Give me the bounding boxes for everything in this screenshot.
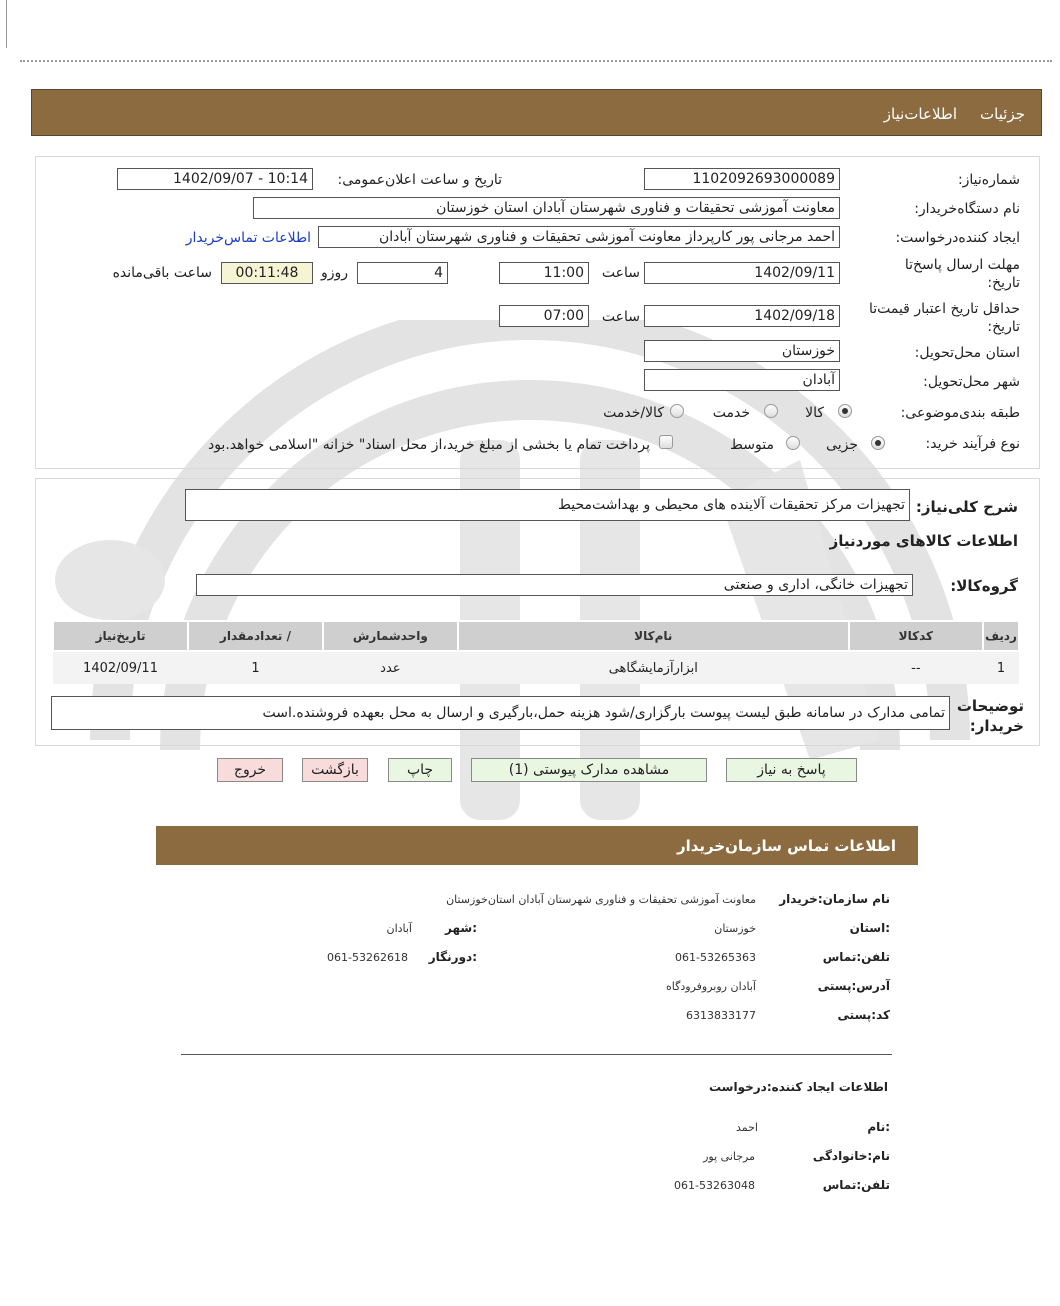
cell-quantity: 1 (251, 660, 260, 676)
remaining-label: ساعت باقی‌مانده (112, 265, 212, 281)
tab-need-info[interactable]: اطلاعات‌نیاز (883, 105, 957, 123)
validity-label: حداقل تاریخ اعتبار قیمت‌تا تاریخ: (868, 301, 1020, 335)
goods-group-field: تجهیزات خانگی، اداری و صنعتی (196, 574, 913, 596)
cell-item-code: -- (911, 660, 921, 676)
reply-to-need-button[interactable]: پاسخ به نیاز (726, 758, 857, 782)
col-row-number: ردیف (983, 621, 1019, 651)
contact-province-value: خوزستان (714, 922, 756, 935)
creator-field: احمد مرجانی پور کارپرداز معاونت آموزشی تحقیقات و فناوری شهرستان آبادان (318, 226, 840, 248)
exit-button[interactable]: خروج (217, 758, 283, 782)
category-service-radio[interactable] (764, 404, 778, 418)
need-desc-label: شرح کلی‌نیاز: (915, 498, 1018, 516)
contact-org-value: معاونت آموزشی تحقیقات و فناوری شهرستان آبادان استان‌خوزستان (446, 893, 756, 906)
city-label: شهر محل‌تحویل: (923, 374, 1020, 390)
payment-note: پرداخت تمام یا بخشی از مبلغ خرید،از محل اسناد" خزانه "اسلامی خواهد.بود (207, 437, 650, 453)
goods-section-title: اطلاعات کالاهای موردنیاز (829, 532, 1018, 550)
province-label: استان محل‌تحویل: (914, 345, 1020, 361)
cell-item-name: ابزارآزمایشگاهی (608, 660, 698, 676)
creator-phone-label: تلفن‌:تماس (822, 1178, 890, 1192)
creator-info-title: اطلاعات ایجاد کننده‌:درخواست (708, 1080, 888, 1094)
col-quantity: / تعدادمقدار (188, 621, 323, 651)
contact-city-label: :شهر (445, 921, 477, 935)
cell-need-date: 1402/09/11 (83, 660, 158, 676)
goods-group-label: گروه‌کالا: (950, 577, 1018, 595)
goods-table (52, 620, 1020, 684)
creator-family-label: نام‌:خانوادگی (812, 1149, 890, 1163)
view-attachments-button[interactable]: مشاهده مدارک پیوستی (1) (471, 758, 707, 782)
process-label: نوع فرآیند‌ خرید: (925, 436, 1020, 452)
contact-section-title: اطلاعات تماس سازمان‌خریدار (676, 837, 896, 855)
need-number-field: 1102092693000089 (644, 168, 840, 190)
province-field: خوزستان (644, 340, 840, 362)
creator-label: ایجاد کننده‌درخواست: (895, 230, 1020, 246)
cell-unit: عدد (380, 660, 401, 676)
cell-row-number: 1 (996, 660, 1006, 676)
contact-address-value: آبادان روبروفرودگاه (666, 980, 756, 993)
category-goods-label: کالا (805, 405, 824, 421)
days-label: روزو (320, 265, 348, 281)
category-goods-service-radio[interactable] (670, 404, 684, 418)
process-minor-radio[interactable] (871, 436, 885, 450)
buyer-contact-link[interactable]: اطلاعات تماس‌خریدار (185, 230, 311, 246)
process-medium-label: متوسط (730, 437, 774, 453)
days-field: 4 (357, 262, 448, 284)
contact-divider (181, 1054, 892, 1055)
col-need-date: تاریخ‌نیاز (53, 621, 188, 651)
category-label: طبقه بندی‌موضوعی: (900, 405, 1020, 421)
deadline-time-field: 11:00 (499, 262, 589, 284)
category-goods-radio[interactable] (838, 404, 852, 418)
creator-name-label: :نام (867, 1120, 890, 1134)
announce-field: 1402/09/07 - 10:14 (117, 168, 313, 190)
creator-phone-value: 061-53263048 (674, 1179, 755, 1192)
category-service-label: خدمت (712, 405, 750, 421)
col-unit: واحدشمارش (323, 621, 458, 651)
deadline-time-label: ساعت (601, 265, 640, 281)
contact-city-value: آبادان (386, 922, 412, 935)
col-item-code: کدکالا (849, 621, 983, 651)
validity-time-label: ساعت (601, 309, 640, 325)
city-field: آبادان (644, 369, 840, 391)
contact-org-label: نام سازمان‌:خریدار (779, 892, 890, 906)
tab-details[interactable]: جزئیات (980, 105, 1025, 123)
treasury-payment-checkbox[interactable] (659, 435, 673, 449)
contact-postal-label: کد‌:پستی (837, 1008, 890, 1022)
col-item-name: نام‌کالا (458, 621, 849, 651)
contact-phone-label: تلفن‌:تماس (822, 950, 890, 964)
contact-postal-value: 6313833177 (686, 1009, 756, 1022)
category-goods-service-label: کالا‌/خدمت (603, 405, 664, 421)
announce-label: تاریخ و ساعت اعلان‌عمومی: (337, 172, 502, 188)
contact-fax-value: 061-53262618 (327, 951, 408, 964)
creator-name-value: احمد (736, 1121, 758, 1134)
need-desc-field: تجهیزات مرکز تحقیقات آلاینده های محیطی و بهداشت‌محیط (185, 489, 910, 521)
deadline-label: مهلت ارسال پاسخ‌تا تاریخ: (904, 257, 1020, 291)
contact-province-label: :استان (849, 921, 890, 935)
top-dotted-divider (20, 60, 1052, 62)
print-button[interactable]: چاپ (388, 758, 452, 782)
process-medium-radio[interactable] (786, 436, 800, 450)
contact-phone-value: 061-53265363 (675, 951, 756, 964)
buyer-notes-field: تمامی مدارک در سامانه طبق لیست پیوست بارگزاری/شود هزینه حمل،بارگیری و ارسال به محل بعهده فروشنده.است (51, 696, 950, 730)
validity-date-field: 1402/09/18 (644, 305, 840, 327)
buyer-org-field: معاونت آموزشی تحقیقات و فناوری شهرستان آبادان استان خوزستان (253, 197, 840, 219)
table-row (53, 651, 1019, 684)
buyer-org-label: نام دستگاه‌خریدار: (914, 201, 1020, 217)
buyer-notes-label: توضیحات خریدار: (956, 697, 1024, 735)
deadline-date-field: 1402/09/11 (644, 262, 840, 284)
creator-family-value: مرجانی پور (703, 1150, 755, 1163)
back-button[interactable]: بازگشت (302, 758, 368, 782)
need-number-label: شماره‌نیاز: (957, 172, 1020, 188)
contact-fax-label: :دورنگار (428, 950, 477, 964)
remaining-time-badge: 00:11:48 (221, 262, 313, 284)
left-border-line (6, 0, 7, 48)
contact-address-label: آدرس‌:پستی (817, 979, 890, 993)
process-minor-label: جزیی (826, 437, 858, 453)
goods-table-header-row (53, 621, 1019, 651)
validity-time-field: 07:00 (499, 305, 589, 327)
